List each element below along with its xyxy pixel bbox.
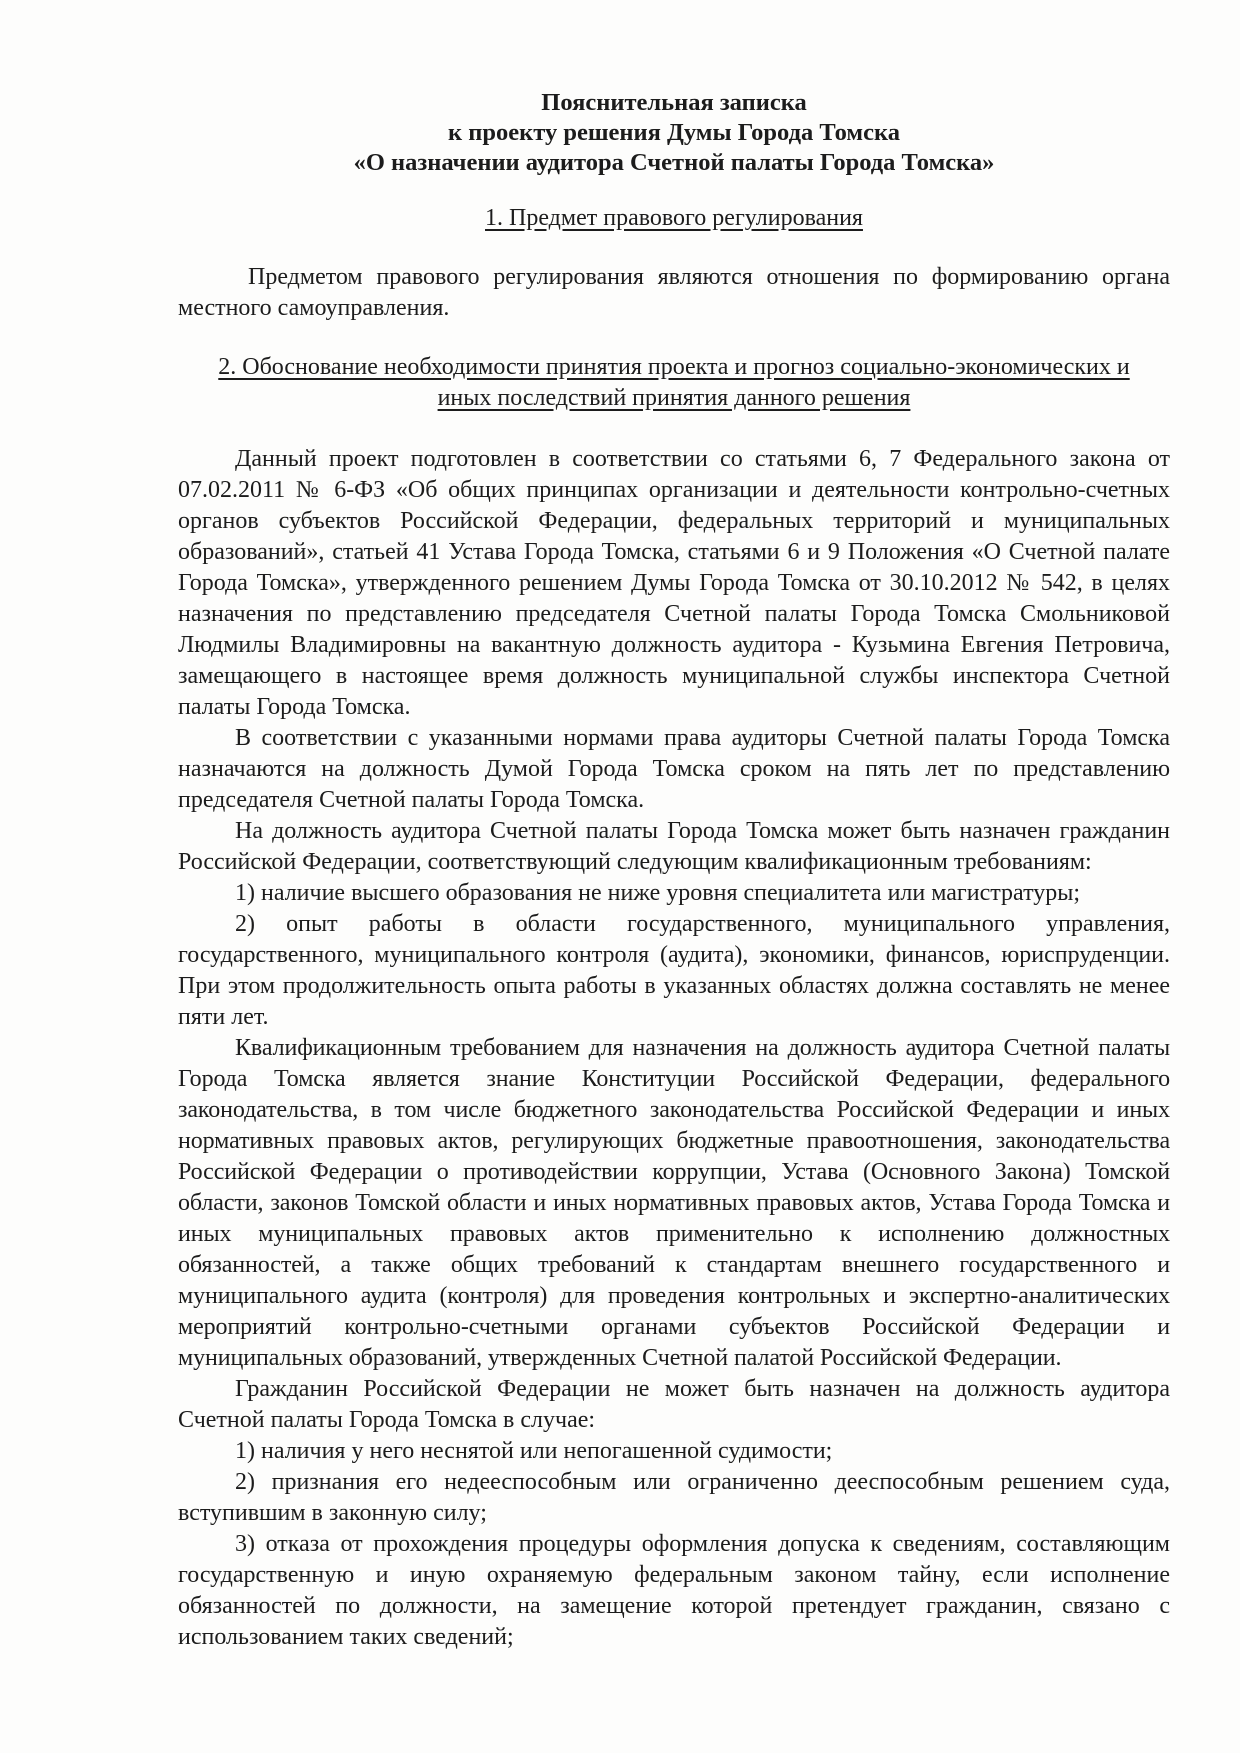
list-item-conviction: 1) наличия у него неснятой или непогашенной судимости; [235,1438,833,1464]
section-2-heading [178,352,1170,414]
list-item-secrecy-clearance: 3) отказа от прохождения процедуры оформления допуска к сведениям, составляющим государственную и иную охраняемую федеральным законом тайну, если исполнение обязанностей по должности, на замещение которой претендует гражданин, связано с использованием таких сведений; [178,1531,1170,1650]
document-title [178,88,1170,178]
section-1-text: Предметом правового регулирования являются отношения по формированию органа местного самоуправления. [178,264,1170,321]
section-1-heading: 1. Предмет правового регулирования [485,205,863,231]
section-2-heading-line-1: 2. Обоснование необходимости принятия проекта и прогноз социально-экономических и [218,354,1130,380]
list-item-education: 1) наличие высшего образования не ниже уровня специалитета или магистратуры; [235,880,1081,906]
list-item-experience: 2) опыт работы в области государственного, муниципального управления, государственного, муниципального контроля (аудита), экономики, финансов, юриспруденции. При этом продолжительность опыта работы в указанных областях должна составлять не менее пяти лет. [178,911,1170,1030]
title-line-1: Пояснительная записка [541,89,807,116]
title-line-3: «О назначении аудитора Счетной палаты Города Томска» [353,149,995,176]
paragraph-knowledge-requirement: Квалификационным требованием для назначения на должность аудитора Счетной палаты Города Томска является знание Конституции Российской Федерации, федерального законодательства, в том числе бюджетного законодательства Российской Федерации и иных нормативных правовых актов, регулирующих бюджетные правоотношения, законодательства Российской Федерации о противодействии коррупции, Устава (Основного Закона) Томской области, законов Томской области и иных нормативных правовых актов, Устава Города Томска и иных муниципальных правовых актов применительно к исполнению должностных обязанностей, а также общих требований к стандартам внешнего государственного и муниципального аудита (контроля) для проведения контрольных и экспертно-аналитических мероприятий контрольно-счетными органами субъектов Российской Федерации и муниципальных образований, утвержденных Счетной палатой Российской Федерации. [178,1035,1170,1371]
paragraph-legal-basis: Данный проект подготовлен в соответствии со статьями 6, 7 Федерального закона от 07.02.2011 № 6-ФЗ «Об общих принципах организации и деятельности контрольно-счетных органов субъектов Российской Федерации, федеральных территорий и муниципальных образований», статьей 41 Устава Города Томска, статьями 6 и 9 Положения «О Счетной палате Города Томска», утвержденного решением Думы Города Томска от 30.10.2012 № 542, в целях назначения по представлению председателя Счетной палаты Города Томска Смольниковой Людмилы Владимировны на вакантную должность аудитора - Кузьмина Евгения Петровича, замещающего в настоящее время должность муниципальной службы инспектора Счетной палаты Города Томска. [178,446,1170,720]
paragraph-restrictions-intro: Гражданин Российской Федерации не может быть назначен на должность аудитора Счетной палаты Города Томска в случае: [178,1376,1170,1433]
paragraph-requirements-intro: На должность аудитора Счетной палаты Города Томска может быть назначен гражданин Российской Федерации, соответствующий следующим квалификационным требованиям: [178,818,1170,875]
section-2-heading-line-2: иных последствий принятия данного решения [437,385,911,411]
list-item-incapacity: 2) признания его недееспособным или ограниченно дееспособным решением суда, вступившим в законную силу; [178,1469,1170,1526]
paragraph-appointment-term: В соответствии с указанными нормами права аудиторы Счетной палаты Города Томска назначаются на должность Думой Города Томска сроком на пять лет по представлению председателя Счетной палаты Города Томска. [178,725,1170,813]
title-line-2: к проекту решения Думы Города Томска [448,119,900,146]
